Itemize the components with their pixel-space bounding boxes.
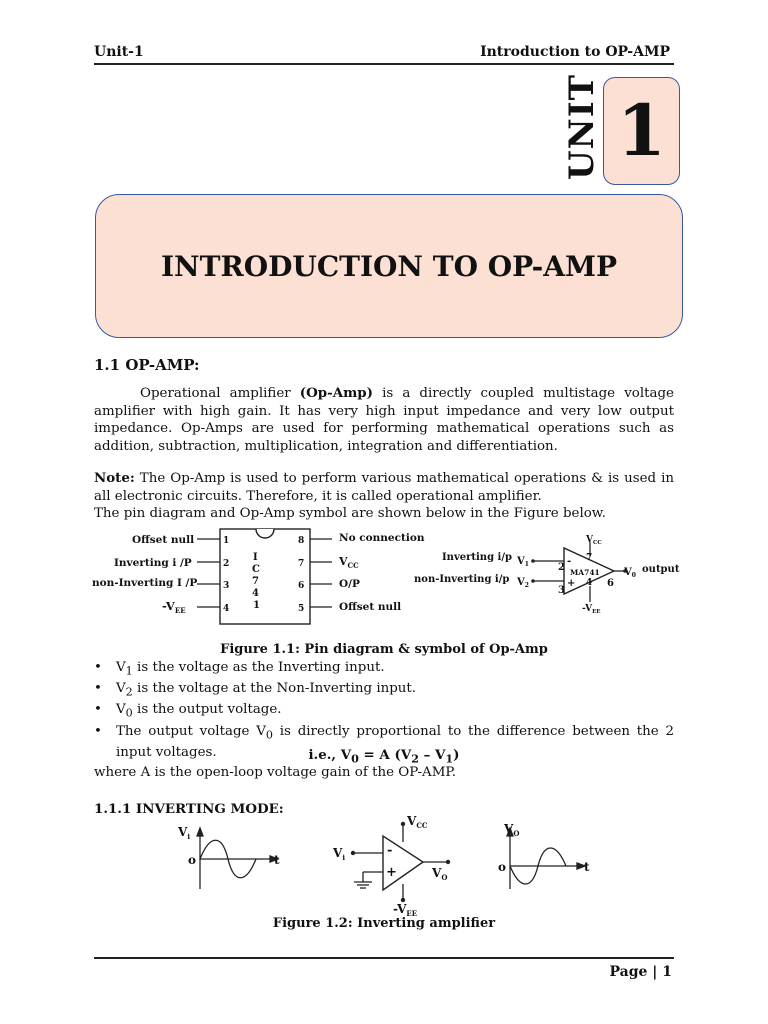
vcc2-text: V: [407, 814, 417, 828]
chapter-title-text: INTRODUCTION TO OP-AMP: [160, 249, 618, 283]
header-unit: Unit-1: [94, 44, 144, 60]
bullet-2-b: is the voltage at the Non-Inverting input.: [132, 681, 417, 697]
pin-intro: The pin diagram and Op-Amp symbol are shown below in the Figure below.: [94, 506, 606, 521]
pin1-number: 1: [223, 536, 230, 546]
minus-sign: -: [567, 556, 572, 567]
vee2-text: -V: [393, 902, 407, 916]
pin-diagram: [92, 524, 425, 632]
vcc-tag: [585, 535, 602, 546]
eq-sub-a: 0: [351, 752, 359, 766]
v1-sub: 1: [524, 561, 529, 568]
vo-out-node: [446, 860, 450, 864]
inverting-label: Inverting i/p: [442, 552, 512, 563]
bullet-1-sub: 1: [125, 664, 133, 678]
figure-2-caption: Figure 1.2: Inverting amplifier: [272, 916, 496, 931]
vee-label: -V: [162, 599, 175, 613]
eq-sub-c: 1: [445, 752, 454, 766]
vee2-sub: EE: [406, 909, 418, 918]
opamp-symbol: [414, 534, 680, 615]
bullet-3-a: V: [116, 702, 126, 718]
vi-axis-sub: i: [187, 832, 190, 841]
pin7-label: [338, 555, 359, 570]
vcc2-label: [406, 814, 428, 830]
subsection-heading: 1.1.1 INVERTING MODE:: [94, 801, 284, 817]
bullet-1-a: V: [116, 660, 126, 675]
bullet-4-sub: 0: [265, 728, 273, 742]
vo-axis-label: [503, 822, 519, 838]
ic-char-5: 1: [253, 600, 260, 611]
vcc-sub: CC: [347, 561, 359, 570]
vi-input-label: [332, 846, 345, 862]
plus-sign: +: [567, 578, 576, 589]
vcc2-sub: CC: [416, 821, 428, 830]
vo-axis-text: V: [504, 822, 514, 836]
vi-origin: o: [188, 853, 197, 867]
pin8-label: No connection: [339, 532, 425, 544]
v1-text: V: [517, 556, 525, 567]
vee-sub-tag: EE: [592, 609, 601, 615]
eq-part-c: – V: [418, 747, 446, 763]
vo-origin: o: [498, 860, 507, 874]
note-text: The Op-Amp is used to perform various mathematical operations & is used in all electronic circuits. Therefore, it is called operational amplifier.: [94, 471, 674, 504]
pin4-label: [162, 599, 186, 615]
bullet-2-a: V: [116, 681, 126, 697]
vcc-node: [401, 822, 405, 826]
inverting-amplifier-figure: [178, 814, 590, 916]
bullet-1-b: is the voltage as the Inverting input.: [132, 660, 385, 675]
note-label: Note:: [94, 470, 135, 486]
intro-text-a: Operational amplifier: [140, 386, 300, 401]
pin3-label: non-Inverting I /P: [92, 577, 198, 589]
eq-part-b: = A (V: [358, 747, 412, 763]
output-label: output: [642, 564, 680, 575]
input-waveform: [197, 828, 278, 889]
pin2-label: Inverting i /P: [114, 557, 192, 569]
bullet-v1: [94, 659, 674, 680]
v2-text: V: [517, 577, 525, 588]
pin6-tag: 6: [607, 578, 614, 589]
vi-input-text: V: [333, 846, 343, 860]
intro-paragraph: [94, 385, 674, 455]
eq-part-a: i.e., V: [308, 747, 352, 763]
eq-part-d: ): [453, 747, 460, 763]
unit-label: UNIT: [562, 74, 602, 180]
v2-node: [531, 579, 535, 583]
gain-equation: [94, 747, 674, 766]
bullet-vo: [94, 701, 674, 722]
pin7-number: 7: [298, 559, 305, 569]
pin5-label: Offset null: [339, 601, 402, 613]
vi-axis-label: [177, 825, 190, 841]
pin2-tag: 2: [558, 562, 565, 573]
inv-minus: -: [387, 843, 393, 858]
vi-node: [351, 851, 355, 855]
bullet-list: [94, 659, 674, 761]
vo-text: V: [624, 567, 632, 578]
header-divider: [94, 63, 674, 65]
ic-char-1: I: [253, 552, 258, 563]
eq-sub-b: 2: [411, 752, 419, 766]
vee-text: -V: [582, 604, 593, 614]
noninverting-label: non-Inverting i/p: [414, 574, 510, 585]
chapter-title: [95, 194, 683, 338]
pin4-number: 4: [223, 604, 230, 614]
pin8-number: 8: [298, 536, 305, 546]
inv-plus: +: [386, 865, 397, 880]
pin4-tag: 4: [586, 578, 593, 588]
vo-sub-tag: 0: [631, 572, 636, 579]
v1-label: [516, 556, 529, 568]
vcc-sub-tag: CC: [592, 540, 602, 546]
vcc-text: V: [586, 535, 593, 545]
page-number: Page | 1: [609, 964, 672, 980]
bullet-4-a: The output voltage V: [116, 723, 266, 739]
pin1-label: Offset null: [132, 534, 195, 546]
intro-term: (Op-Amp): [299, 385, 373, 401]
vo-tag: [623, 567, 636, 579]
footer-divider: [94, 957, 674, 959]
vee-tag: [582, 604, 600, 615]
intro-text-b: is a directly coupled multistage voltage amplifier with high gain. It has very high input impedance and very low output impedance. Op-Amps are used for performing mathematical operations such as addition, subtraction, multiplication, integration and differentiation.: [94, 386, 674, 454]
pin3-tag: 3: [558, 585, 565, 596]
ic-char-3: 7: [252, 576, 259, 587]
bullet-2-sub: 2: [125, 685, 133, 699]
pin5-number: 5: [298, 604, 305, 614]
pin6-number: 6: [298, 581, 305, 591]
unit-number: 1: [603, 77, 680, 185]
vi-t-label: t: [274, 853, 280, 867]
ic-body: [220, 529, 310, 624]
chip-name: MA741: [570, 568, 600, 577]
v2-label: [516, 577, 529, 589]
vo-output-text: V: [432, 866, 442, 880]
vi-axis-text: V: [178, 825, 188, 839]
vcc-label: V: [339, 555, 348, 568]
bullet-4-b: is directly proportional to the difference between the 2 input voltages.: [116, 723, 674, 760]
v2-sub: 2: [524, 582, 529, 589]
vo-output-sub: O: [441, 873, 448, 882]
gain-explanation: where A is the open-loop voltage gain of the OP-AMP.: [94, 765, 456, 780]
bullet-3-b: is the output voltage.: [132, 702, 282, 718]
header-title: Introduction to OP-AMP: [480, 44, 670, 60]
ic-char-4: 4: [252, 588, 259, 599]
vi-input-sub: i: [342, 853, 345, 862]
bullet-3-sub: 0: [125, 707, 133, 721]
v1-node: [531, 559, 535, 563]
pin6-label: O/P: [339, 578, 360, 590]
pin7-tag: 7: [586, 553, 593, 563]
note-paragraph: [94, 470, 674, 505]
pin2-number: 2: [223, 559, 230, 569]
pin3-number: 3: [223, 581, 230, 591]
vee-sub: EE: [174, 606, 186, 615]
vo-t-label: t: [584, 860, 590, 874]
vo-output-label: [431, 866, 447, 882]
bullet-v2: [94, 680, 674, 701]
vo-axis-sub: O: [513, 829, 520, 838]
ic-char-2: C: [252, 564, 260, 575]
figure-1-caption: Figure 1.1: Pin diagram & symbol of Op-Amp: [220, 642, 548, 657]
section-heading: 1.1 OP-AMP:: [94, 356, 200, 374]
